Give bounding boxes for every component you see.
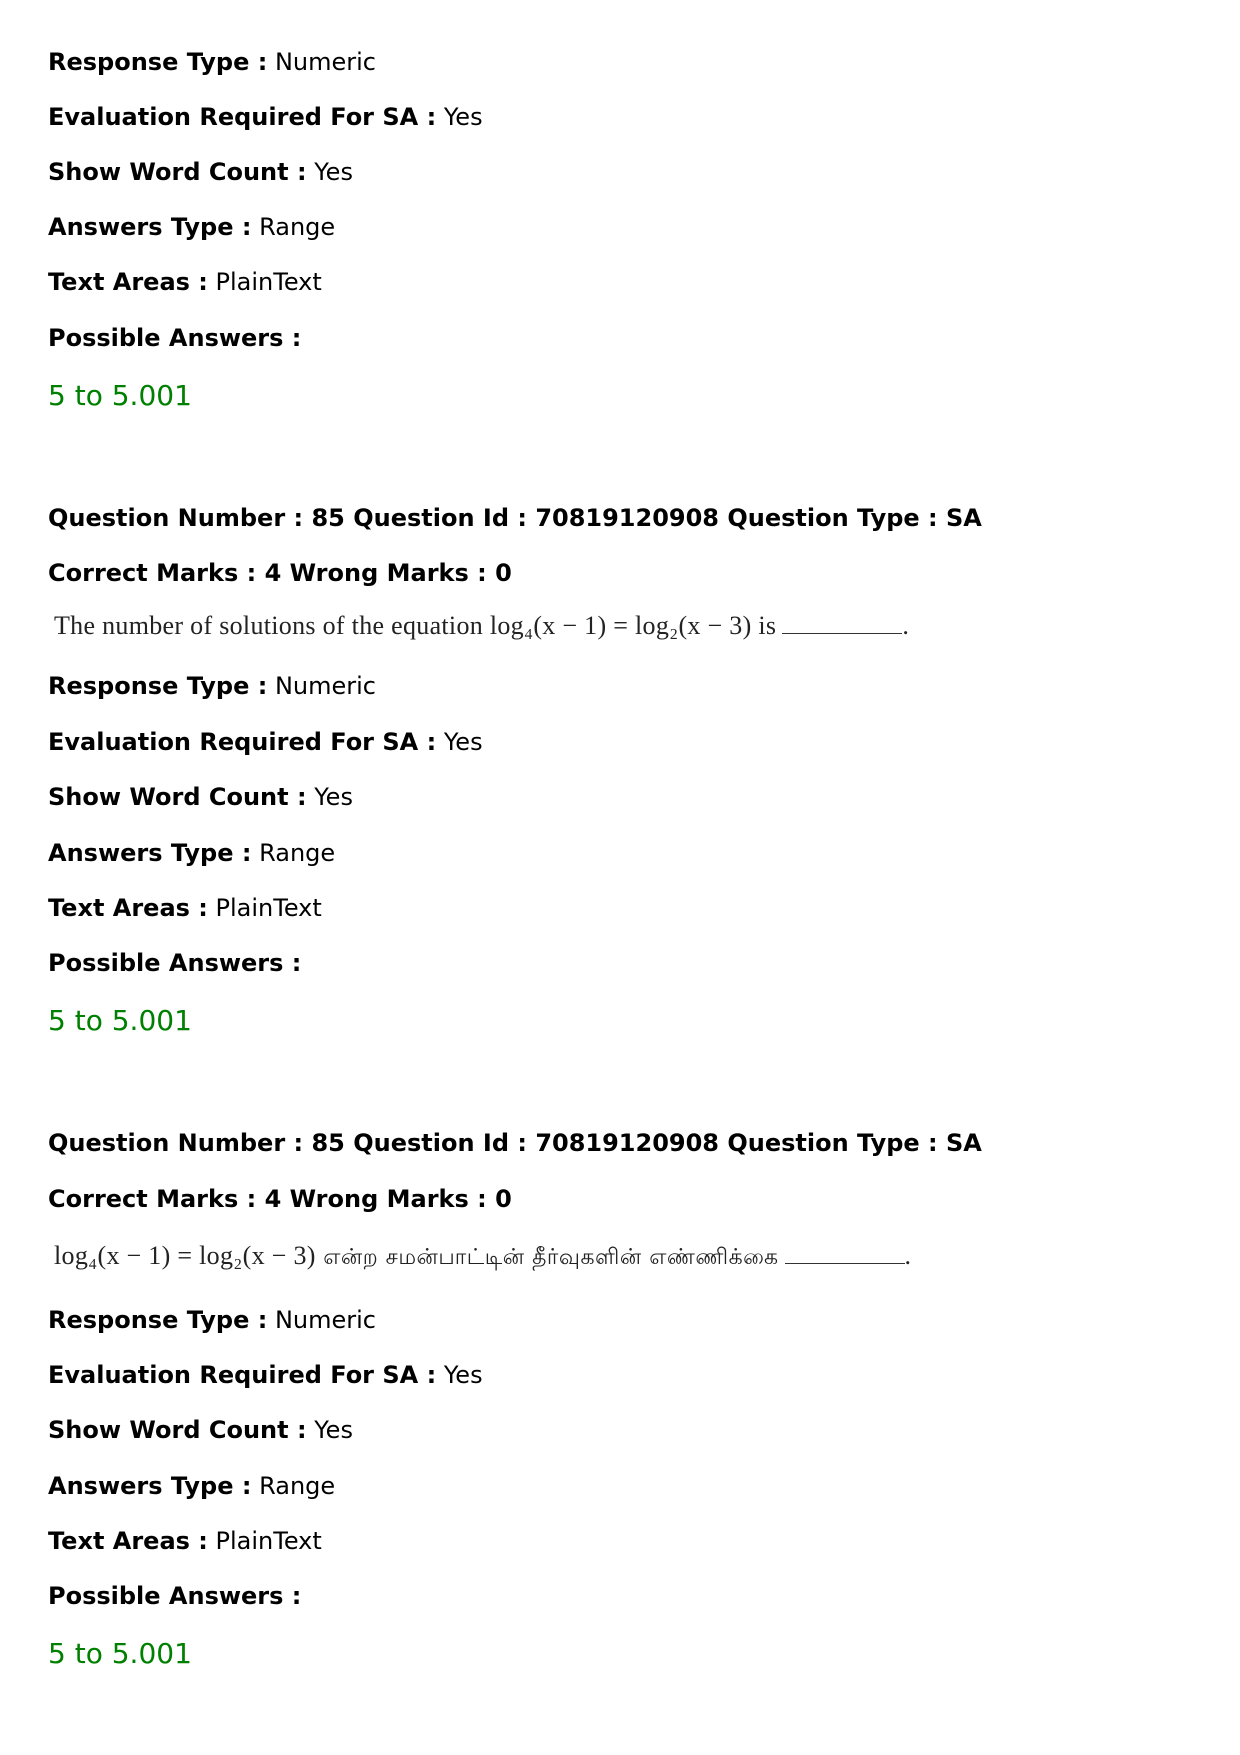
response-type-label: Response Type : xyxy=(48,672,268,700)
text-areas-value: PlainText xyxy=(215,1527,322,1555)
response-type-row xyxy=(48,46,376,78)
text-areas-row xyxy=(48,892,322,924)
evaluation-required-label: Evaluation Required For SA : xyxy=(48,1361,437,1389)
marks-row xyxy=(48,1183,512,1215)
answer-blank xyxy=(782,613,902,634)
marks-row xyxy=(48,557,512,589)
evaluation-required-row xyxy=(48,1359,483,1391)
show-word-count-row xyxy=(48,156,353,188)
answers-type-label: Answers Type : xyxy=(48,839,252,867)
response-type-row xyxy=(48,670,376,702)
question-header xyxy=(48,1127,982,1159)
response-type-value: Numeric xyxy=(274,48,376,76)
possible-answers-row xyxy=(48,947,301,979)
possible-answers-label: Possible Answers : xyxy=(48,1582,302,1610)
response-type-value: Numeric xyxy=(274,1306,376,1334)
show-word-count-row xyxy=(48,1414,353,1446)
answers-type-value: Range xyxy=(259,213,336,241)
evaluation-required-row xyxy=(48,726,483,758)
response-type-row xyxy=(48,1304,376,1336)
possible-answers-row xyxy=(48,322,301,354)
question-tamil-text: என்ற சமன்பாட்டின் தீர்வுகளின் எண்ணிக்கை xyxy=(315,1245,779,1270)
possible-answer-value: 5 to 5.001 xyxy=(48,379,192,412)
answers-type-label: Answers Type : xyxy=(48,213,252,241)
question-text-image: The number of solutions of the equation log₄(x − 1) = log₂(x − 3) is . xyxy=(54,611,910,640)
question-suffix: is xyxy=(751,611,777,640)
question-prefix: The number of solutions of the equation xyxy=(54,611,490,640)
answers-type-value: Range xyxy=(259,839,336,867)
answer-blank xyxy=(785,1243,905,1264)
response-type-value: Numeric xyxy=(274,672,376,700)
answers-type-value: Range xyxy=(259,1472,336,1500)
evaluation-required-label: Evaluation Required For SA : xyxy=(48,103,437,131)
possible-answers-label: Possible Answers : xyxy=(48,949,302,977)
evaluation-required-value: Yes xyxy=(443,728,483,756)
question-equation: log₄(x − 1) = log₂(x − 3) xyxy=(489,611,752,640)
show-word-count-label: Show Word Count : xyxy=(48,1416,307,1444)
question-text-image: log₄(x − 1) = log₂(x − 3) என்ற சமன்பாட்டின் தீர்வுகளின் எண்ணிக்கை . xyxy=(54,1241,912,1270)
possible-answer-value: 5 to 5.001 xyxy=(48,1004,192,1037)
show-word-count-value: Yes xyxy=(314,158,353,186)
show-word-count-label: Show Word Count : xyxy=(48,783,307,811)
possible-answer-value: 5 to 5.001 xyxy=(48,1637,192,1670)
answers-type-row xyxy=(48,211,335,243)
evaluation-required-value: Yes xyxy=(443,1361,483,1389)
question-equation: log₄(x − 1) = log₂(x − 3) xyxy=(54,1241,316,1270)
answers-type-row xyxy=(48,837,335,869)
text-areas-value: PlainText xyxy=(215,268,322,296)
question-header-text: Question Number : 85 Question Id : 70819120908 Question Type : SA xyxy=(48,1129,982,1157)
question-header xyxy=(48,502,982,534)
text-areas-label: Text Areas : xyxy=(48,268,208,296)
text-areas-label: Text Areas : xyxy=(48,894,208,922)
text-areas-label: Text Areas : xyxy=(48,1527,208,1555)
text-areas-row xyxy=(48,1525,322,1557)
response-type-label: Response Type : xyxy=(48,48,268,76)
show-word-count-row xyxy=(48,781,353,813)
text-areas-value: PlainText xyxy=(215,894,322,922)
question-header-text: Question Number : 85 Question Id : 70819120908 Question Type : SA xyxy=(48,504,982,532)
possible-answers-label: Possible Answers : xyxy=(48,324,302,352)
evaluation-required-label: Evaluation Required For SA : xyxy=(48,728,437,756)
text-areas-row xyxy=(48,266,322,298)
show-word-count-value: Yes xyxy=(314,1416,353,1444)
evaluation-required-row xyxy=(48,101,483,133)
possible-answers-row xyxy=(48,1580,301,1612)
response-type-label: Response Type : xyxy=(48,1306,268,1334)
marks-text: Correct Marks : 4 Wrong Marks : 0 xyxy=(48,559,512,587)
show-word-count-label: Show Word Count : xyxy=(48,158,307,186)
show-word-count-value: Yes xyxy=(314,783,353,811)
evaluation-required-value: Yes xyxy=(443,103,483,131)
answers-type-row xyxy=(48,1470,335,1502)
marks-text: Correct Marks : 4 Wrong Marks : 0 xyxy=(48,1185,512,1213)
answers-type-label: Answers Type : xyxy=(48,1472,252,1500)
